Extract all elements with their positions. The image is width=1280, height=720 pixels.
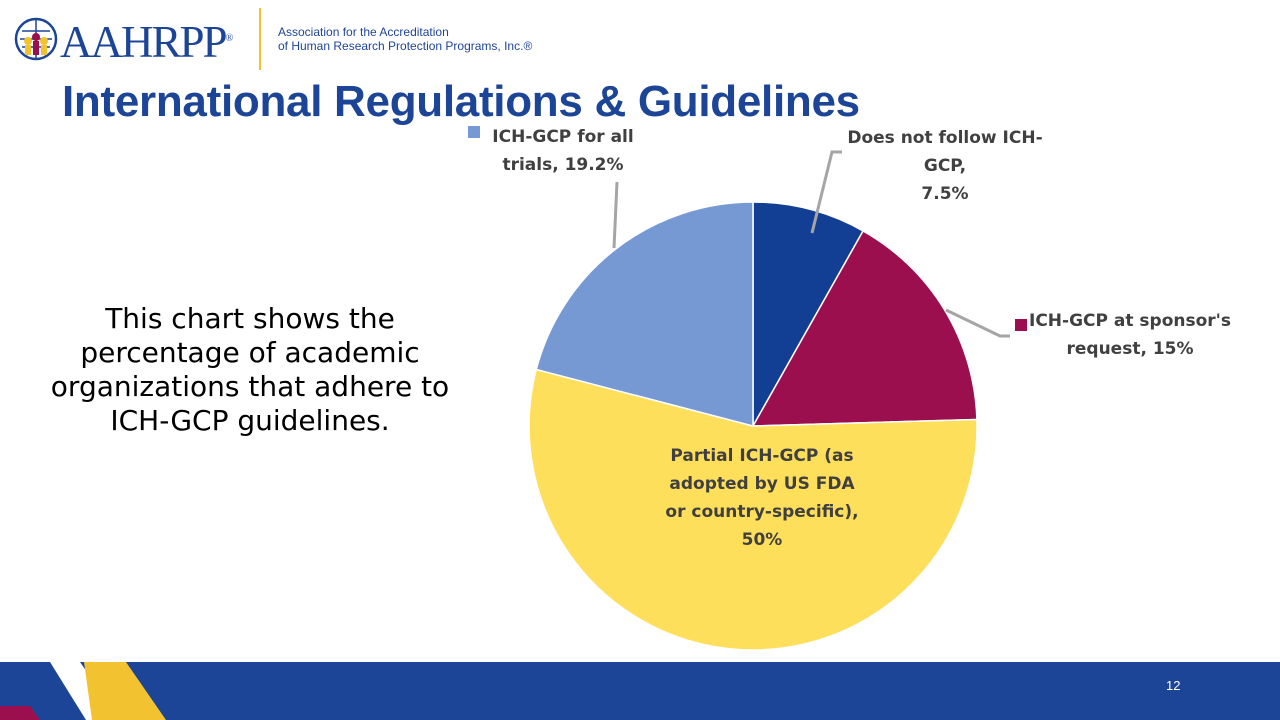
data-label-3: Partial ICH-GCP (as adopted by US FDA or country-specific), 50% — [665, 446, 859, 550]
logo-subtitle: Association for the Accreditation of Human Research Protection Programs, Inc.® — [278, 25, 533, 53]
page-number: 12 — [1166, 678, 1181, 693]
chart-description: This chart shows the percentage of academic organizations that adhere to ICH-GCP guidelines. — [50, 302, 450, 437]
data-label-2: ICH-GCP at sponsor's request, 15% — [1029, 311, 1231, 359]
page-title: International Regulations & Guidelines — [62, 77, 860, 126]
footer-band — [0, 662, 1280, 720]
legend-marker-4 — [468, 126, 480, 138]
data-label-4: ICH-GCP for all trials, 19.2% — [492, 127, 634, 175]
data-label-1: Does not follow ICH-GCP, 7.5% — [847, 128, 1043, 204]
leader-line-4 — [614, 182, 617, 248]
legend-marker-2 — [1015, 319, 1027, 331]
logo-wordmark: AAHRPP® — [60, 17, 234, 67]
